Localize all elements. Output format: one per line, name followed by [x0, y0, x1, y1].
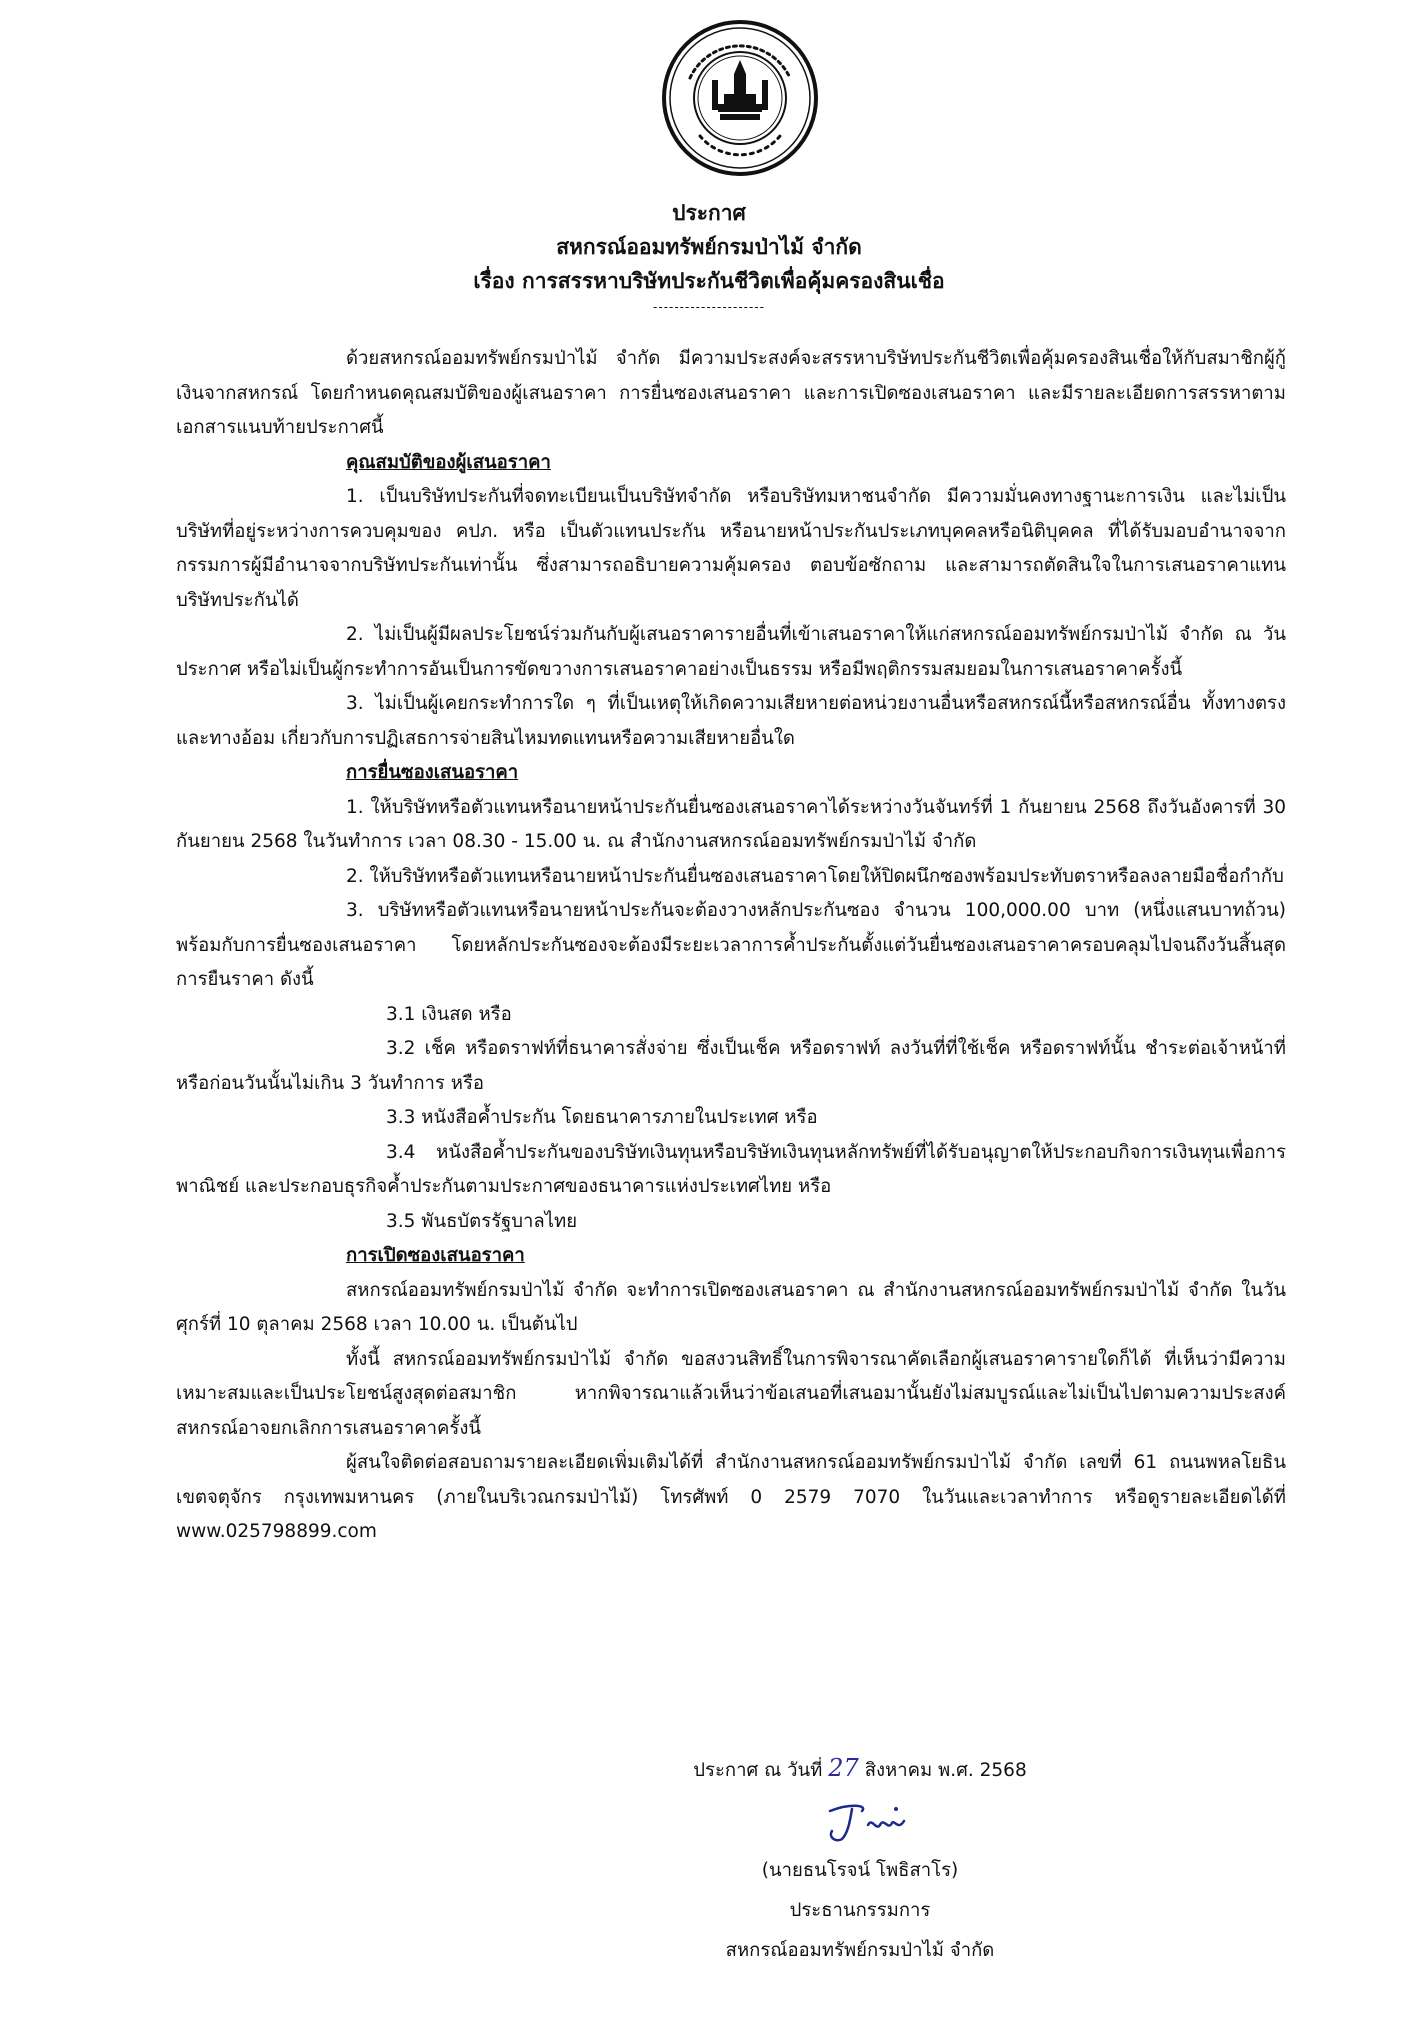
- handwritten-signature: [600, 1791, 1120, 1851]
- date-prefix: ประกาศ ณ วันที่: [693, 1760, 823, 1781]
- signer-position: ประธานกรรมการ: [789, 1900, 931, 1921]
- guarantee-subitem: 3.5 พันธบัตรรัฐบาลไทย: [386, 1210, 578, 1232]
- opening-heading: การเปิดซองเสนอราคา: [346, 1245, 525, 1266]
- submission-item: 1. ให้บริษัทหรือตัวแทนหรือนายหน้าประกันยื่นซองเสนอราคาได้ระหว่างวันจันทร์ที่ 1 กันยายน 2568 ถึงวันอังคารที่ 30 กันยายน 2568 ในวันทำการ เวลา 08.30 - 15.00 น. ณ สำนักงานสหกรณ์ออมทรัพย์กรมป่าไม้ จำกัด: [176, 796, 1286, 852]
- submission-item: 3. บริษัทหรือตัวแทนหรือนายหน้าประกันจะต้องวางหลักประกันซอง จำนวน 100,000.00 บาท (หนึ่งแสนบาทถ้วน) พร้อมกับการยื่นซองเสนอราคา โดยหลักประกันซองจะต้องมีระยะเวลาการค้ำประกันตั้งแต่วันยื่นซองเสนอราคาครอบคลุมไปจนถึงวันสิ้นสุดการยืนราคา ดังนี้: [176, 900, 1286, 990]
- opening-paragraph: สหกรณ์ออมทรัพย์กรมป่าไม้ จำกัด จะทำการเปิดซองเสนอราคา ณ สำนักงานสหกรณ์ออมทรัพย์กรมป่าไม้ จำกัด ในวันศุกร์ที่ 10 ตุลาคม 2568 เวลา 10.00 น. เป็นต้นไป: [176, 1279, 1286, 1335]
- header-organization: สหกรณ์ออมทรัพย์กรมป่าไม้ จำกัด: [556, 235, 862, 259]
- qualification-item: 3. ไม่เป็นผู้เคยกระทำการใด ๆ ที่เป็นเหตุให้เกิดความเสียหายต่อหน่วยงานอื่นหรือสหกรณ์นี้หรือสหกรณ์อื่น ทั้งทางตรงและทางอ้อม เกี่ยวกับการปฏิเสธการจ่ายสินไหมทดแทนหรือความเสียหายอื่นใด: [176, 693, 1286, 749]
- guarantee-subitem: 3.2 เช็ค หรือดราฟท์ที่ธนาคารสั่งจ่าย ซึ่งเป็นเช็ค หรือดราฟท์ ลงวันที่ที่ใช้เช็ค หรือดราฟท์นั้น ชำระต่อเจ้าหน้าที่ หรือก่อนวันนั้นไม่เกิน 3 วันทำการ หรือ: [176, 1038, 1286, 1094]
- announcement-body: [176, 342, 1286, 1550]
- signer-organization: สหกรณ์ออมทรัพย์กรมป่าไม้ จำกัด: [725, 1940, 995, 1961]
- announcement-header: [0, 196, 1418, 316]
- cooperative-seal-logo: [660, 18, 820, 178]
- header-divider: ---------------------: [653, 300, 765, 314]
- announcement-date: [600, 1748, 1120, 1791]
- header-title: ประกาศ: [672, 201, 746, 225]
- guarantee-subitem: 3.1 เงินสด หรือ: [386, 1003, 512, 1025]
- contact-paragraph: ผู้สนใจติดต่อสอบถามรายละเอียดเพิ่มเติมได้ที่ สำนักงานสหกรณ์ออมทรัพย์กรมป่าไม้ จำกัด เลขที่ 61 ถนนพหลโยธิน เขตจตุจักร กรุงเทพมหานคร (ภายในบริเวณกรมป่าไม้) โทรศัพท์ 0 2579 7070 ในวันและเวลาทำการ หรือดูรายละเอียดได้ที่ www.025798899.com: [176, 1452, 1286, 1542]
- guarantee-subitem: 3.3 หนังสือค้ำประกัน โดยธนาคารภายในประเทศ หรือ: [386, 1107, 818, 1128]
- guarantee-subitem: 3.4 หนังสือค้ำประกันของบริษัทเงินทุนหรือบริษัทเงินทุนหลักทรัพย์ที่ได้รับอนุญาตให้ประกอบกิจการเงินทุนเพื่อการพาณิชย์ และประกอบธุรกิจค้ำประกันตามประกาศของธนาคารแห่งประเทศไทย หรือ: [176, 1141, 1286, 1197]
- intro-paragraph: ด้วยสหกรณ์ออมทรัพย์กรมป่าไม้ จำกัด มีความประสงค์จะสรรหาบริษัทประกันชีวิตเพื่อคุ้มครองสินเชื่อให้กับสมาชิกผู้กู้เงินจากสหกรณ์ โดยกำหนดคุณสมบัติของผู้เสนอราคา การยื่นซองเสนอราคา และการเปิดซองเสนอราคา และมีรายละเอียดการสรรหาตามเอกสารแนบท้ายประกาศนี้: [176, 348, 1286, 438]
- signature-block: [600, 1748, 1120, 1971]
- submission-heading: การยื่นซองเสนอราคา: [346, 762, 519, 783]
- reservation-paragraph: ทั้งนี้ สหกรณ์ออมทรัพย์กรมป่าไม้ จำกัด ขอสงวนสิทธิ์ในการพิจารณาคัดเลือกผู้เสนอราคารายใดก็ได้ ที่เห็นว่ามีความเหมาะสมและเป็นประโยชน์สูงสุดต่อสมาชิก หากพิจารณาแล้วเห็นว่าข้อเสนอที่เสนอมานั้นยังไม่สมบูรณ์และไม่เป็นไปตามความประสงค์ สหกรณ์อาจยกเลิกการเสนอราคาครั้งนี้: [176, 1348, 1286, 1439]
- signer-name: (นายธนโรจน์ โพธิสาโร): [761, 1860, 959, 1881]
- qualifications-heading: คุณสมบัติของผู้เสนอราคา: [346, 451, 551, 473]
- qualification-item: 2. ไม่เป็นผู้มีผลประโยชน์ร่วมกันกับผู้เสนอราคารายอื่นที่เข้าเสนอราคาให้แก่สหกรณ์ออมทรัพย์กรมป่าไม้ จำกัด ณ วันประกาศ หรือไม่เป็นผู้กระทำการอันเป็นการขัดขวางการเสนอราคาอย่างเป็นธรรม หรือมีพฤติกรรมสมยอมในการเสนอราคาครั้งนี้: [176, 624, 1286, 680]
- submission-item: 2. ให้บริษัทหรือตัวแทนหรือนายหน้าประกันยื่นซองเสนอราคาโดยให้ปิดผนึกซองพร้อมประทับตราหรือลงลายมือชื่อกำกับ: [346, 865, 1284, 887]
- header-subject: เรื่อง การสรรหาบริษัทประกันชีวิตเพื่อคุ้มครองสินเชื่อ: [473, 269, 945, 293]
- handwritten-day: 27: [828, 1754, 859, 1782]
- qualification-item: 1. เป็นบริษัทประกันที่จดทะเบียนเป็นบริษัทจำกัด หรือบริษัทมหาชนจำกัด มีความมั่นคงทางฐานะการเงิน และไม่เป็นบริษัทที่อยู่ระหว่างการควบคุมของ คปภ. หรือ เป็นตัวแทนประกัน หรือนายหน้าประกันประเภทบุคคลหรือนิติบุคคล ที่ได้รับมอบอำนาจจากกรรมการผู้มีอำนาจจากบริษัทประกันเท่านั้น ซึ่งสามารถอธิบายความคุ้มครอง ตอบข้อซักถาม และสามารถตัดสินใจในการเสนอราคาแทนบริษัทประกันได้: [176, 486, 1286, 611]
- date-suffix: สิงหาคม พ.ศ. 2568: [864, 1760, 1027, 1781]
